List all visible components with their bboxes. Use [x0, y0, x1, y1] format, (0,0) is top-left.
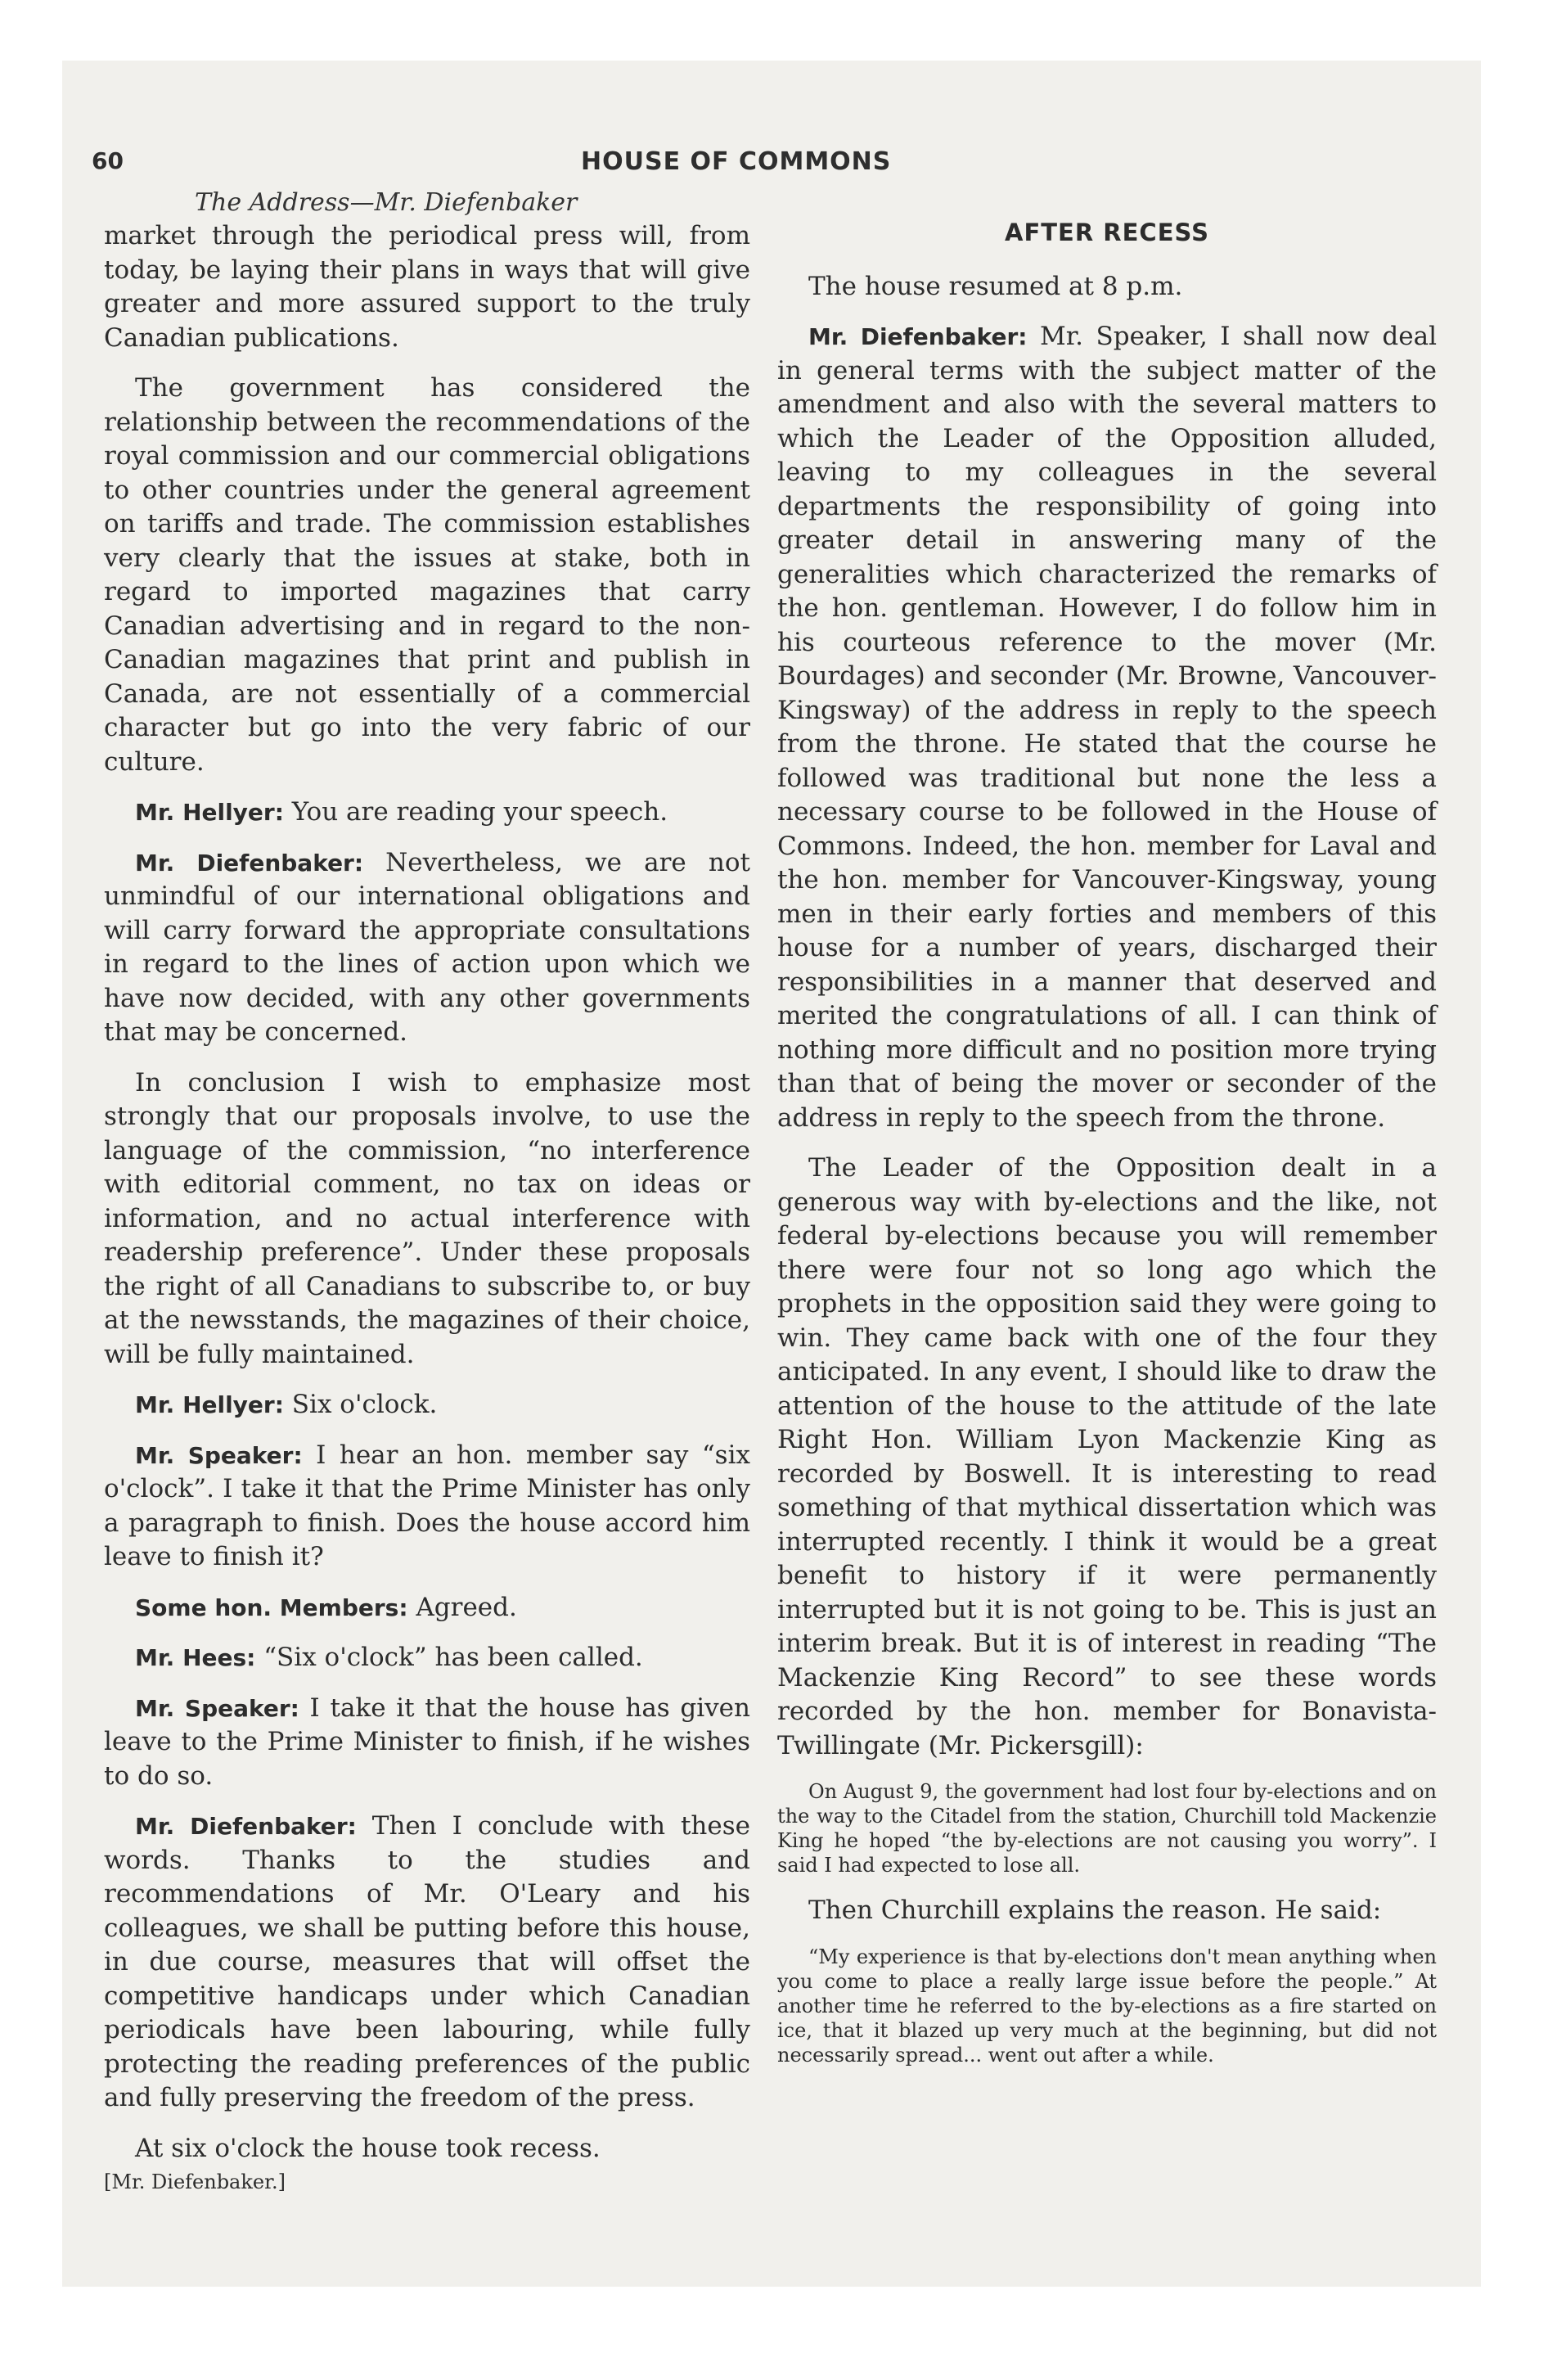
speech-paragraph: [104, 1810, 750, 2116]
speaker-attribution: [Mr. Diefenbaker.]: [104, 2170, 286, 2193]
right-column: [777, 216, 1437, 2084]
after-recess-heading: AFTER RECESS: [1005, 219, 1209, 246]
speaker-name: Mr. Speaker:: [135, 1441, 303, 1469]
speech-paragraph: [104, 1591, 750, 1625]
speech-paragraph: [104, 846, 750, 1050]
speaker-name: Mr. Diefenbaker:: [135, 849, 364, 877]
block-quote: On August 9, the government had lost four by-elections and on the way to the Citadel from the station, Churchill told Mackenzie King he hoped “the by-elections are not causing you worry”. I said I had expected to lose all.: [777, 1780, 1437, 1877]
left-column: [104, 219, 750, 2216]
speaker-name: Mr. Diefenbaker:: [135, 1813, 357, 1840]
speaker-name: Mr. Hellyer:: [135, 799, 284, 826]
speech-paragraph: [104, 1388, 750, 1422]
paragraph: The Leader of the Opposition dealt in a generous way with by-elections and the like, not federal by-elections because you will remember there were four not so long ago which the prophets in the opposition said they were going to win. They came back with one of the four they anticipated. In any event, I should like to draw the attention of the house to the attitude of the late Right Hon. William Lyon Mackenzie King as recorded by Boswell. It is interesting to read something of that mythical dissertation which was interrupted recently. I think it would be a great benefit to history if it were permanently interrupted but it is not going to be. This is just an interim break. But it is of interest in reading “The Mackenzie King Record” to see these words recorded by the hon. member for Bonavista-Twillingate (Mr. Pickersgill):: [777, 1153, 1437, 1760]
speech-paragraph: [104, 1641, 750, 1675]
speech-paragraph: [104, 1439, 750, 1575]
speaker-name: Mr. Speaker:: [135, 1694, 299, 1722]
speech-text: Nevertheless, we are not unmindful of our international obligations and will carry forward the appropriate consultations in regard to the lines of action upon which we have now decided, with any other governments that may be concerned.: [104, 847, 750, 1047]
speech-text: You are reading your speech.: [283, 797, 668, 827]
speaker-name: Mr. Hellyer:: [135, 1391, 284, 1418]
paragraph: market through the periodical press will, from today, be laying their plans in ways that will give greater and more assured support to the truly Canadian publications.: [104, 221, 750, 353]
recess-note: At six o'clock the house took recess.: [135, 2133, 601, 2163]
speech-paragraph: [777, 320, 1437, 1135]
paragraph: Then Churchill explains the reason. He said:: [808, 1895, 1382, 1925]
speech-paragraph: [104, 796, 750, 830]
speaker-name: Mr. Diefenbaker:: [808, 323, 1028, 350]
speech-text: Agreed.: [407, 1592, 517, 1622]
paragraph: The house resumed at 8 p.m.: [808, 271, 1183, 301]
paragraph: The government has considered the relationship between the recommendations of the royal commission and our commercial obligations to other countries under the general agreement on tariffs and trade. The commission establishes very clearly that the issues at stake, both in regard to imported magazines that carry Canadian advertising and in regard to the non-Canadian magazines that print and publish in Canada, are not essentially of a commercial character but go into the very fabric of our culture.: [104, 373, 750, 777]
speech-text: I take it that the house has given leave to the Prime Minister to finish, if he wishes to do so.: [104, 1693, 750, 1791]
speech-text: Six o'clock.: [283, 1390, 438, 1419]
paragraph: In conclusion I wish to emphasize most strongly that our proposals involve, to use the language of the commission, “no interference with editorial comment, no tax on ideas or information, and no actual interference with readership preference”. Under these proposals the right of all Canadians to subscribe to, or buy at the newsstands, the magazines of their choice, will be fully maintained.: [104, 1067, 750, 1369]
speech-text: Mr. Speaker, I shall now deal in general terms with the subject matter of the amendment and also with the several matters to which the Leader of the Opposition alluded, leaving to my colleagues in the several departments the responsibility of going into greater detail in answering many of the generalities which characterized the remarks of the hon. gentleman. However, I do follow him in his courteous reference to the mover (Mr. Bourdages) and seconder (Mr. Browne, Vancouver-Kingsway) of the address in reply to the speech from the throne. He stated that the course he followed was traditional but none the less a necessary course to be followed in the House of Commons. Indeed, the hon. member for Laval and the hon. member for Vancouver-Kingsway, young men in their early forties and members of this house for a number of years, discharged their responsibilities in a manner that deserved and merited the congratulations of all. I can think of nothing more difficult and no position more trying than that of being the mover or seconder of the address in reply to the speech from the throne.: [777, 322, 1437, 1133]
speech-text: Then I conclude with these words. Thanks to the studies and recommendations of Mr. O'Leary and his colleagues, we shall be putting before this house, in due course, measures that will offset the competitive handicaps under which Canadian periodicals have been labouring, while fully protecting the reading preferences of the public and fully preserving the freedom of the press.: [104, 1811, 750, 2112]
page-header: [92, 147, 1466, 183]
speech-paragraph: [104, 1692, 750, 1794]
speech-text: I hear an hon. member say “six o'clock”. I take it that the Prime Minister has only a paragraph to finish. Does the house accord him leave to finish it?: [104, 1440, 750, 1571]
page-number: 60: [92, 147, 124, 174]
running-head: HOUSE OF COMMONS: [581, 147, 892, 176]
speaker-name: Some hon. Members:: [135, 1593, 408, 1621]
section-title: The Address—Mr. Diefenbaker: [195, 188, 578, 217]
speaker-name: Mr. Hees:: [135, 1644, 256, 1671]
speech-text: “Six o'clock” has been called.: [255, 1643, 643, 1672]
block-quote: “My experience is that by-elections don't mean anything when you come to place a really large issue before the people.” At another time he referred to the by-elections as a fire started on ice, that it blazed up very much at the beginning, but did not necessarily spread... went out after a while.: [777, 1945, 1437, 2067]
